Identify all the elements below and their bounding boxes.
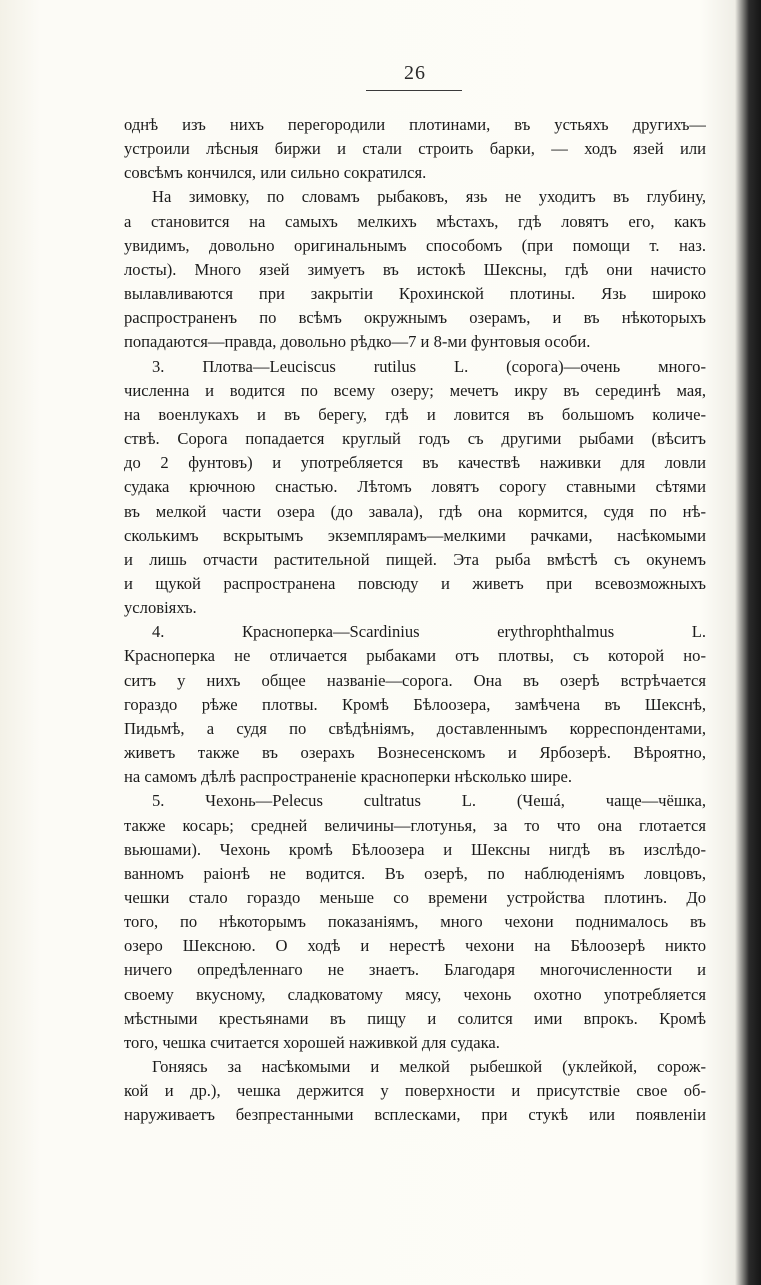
text-line: также косарь; средней величины—глотунья, за то что она глотается [124,815,706,835]
text-line: однѣ изъ нихъ перегородили плотинами, въ устьяхъ другихъ— [124,115,706,134]
text-line: а становится на самыхъ мелкихъ мѣстахъ, гдѣ ловятъ его, какъ [124,211,706,231]
text-line: численна и водится по всему озеру; мечетъ икру въ серединѣ мая, [124,380,706,400]
text-line: ванномъ раіонѣ не водится. Въ озерѣ, по наблюденіямъ ловцовъ, [124,863,706,883]
text-line: ситъ у нихъ общее названіе—сорога. Она въ озерѣ встрѣчается [124,670,706,690]
body-text [124,113,706,1128]
text-line: того, чешка считается хорошей наживкой для судака. [124,1032,500,1052]
text-line: наруживаетъ безпрестанными всплесками, при стукѣ или появленіи [124,1105,706,1125]
text-line: чешки стало гораздо меньше со времени устройства плотинъ. До [124,888,706,907]
text-line: озеро Шексною. О ходѣ и нерестѣ чехони на Бѣлоозерѣ никто [124,936,706,956]
text-line: и щукой распространена повсюду и живетъ при всевозможныхъ [124,573,706,593]
text-line: 3. Плотва—Leuciscus rutilus L. (сорога)—очень много- [152,356,706,376]
text-line: кой и др.), чешка держится у поверхности и присутствіе свое об- [124,1081,706,1101]
text-line: Красноперка не отличается рыбаками отъ плотвы, съ которой но- [124,646,706,666]
text-line: ничего опредѣленнаго не знаетъ. Благодаря многочисленности и [124,960,706,980]
text-line: совсѣмъ кончился, или сильно сократился. [124,163,427,183]
text-line: гораздо рѣже плотвы. Кромѣ Бѣлоозера, замѣчена въ Шекснѣ, [124,694,706,714]
text-line: 4. Красноперка—Scardinius erythrophthalmus L. [152,622,706,642]
text-line: увидимъ, довольно оригинальнымъ способомъ (при помощи т. наз. [124,235,706,255]
text-line: 5. Чехонь—Pelecus cultratus L. (Чешá, чаще—чёшка, [152,791,706,811]
header-rule [366,90,462,91]
text-line: ствѣ. Сорога попадается круглый годъ съ другими рыбами (вѣситъ [124,429,706,449]
text-line: и лишь отчасти растительной пищей. Эта рыба вмѣстѣ съ окунемъ [124,549,706,569]
page-number: 26 [404,62,426,84]
text-line: вылавливаются при закрытіи Крохинской плотины. Язь широко [124,284,706,304]
text-line: до 2 фунтовъ) и употребляется въ качествѣ наживки для ловли [124,453,706,473]
text-line: на военлукахъ и въ берегу, гдѣ и ловится въ большомъ количе- [124,404,706,424]
text-line: того, по нѣкоторымъ показаніямъ, много чехони поднималось въ [124,912,706,932]
text-line: условіяхъ. [124,598,197,618]
text-line: своему вкусному, сладковатому мясу, чехонь охотно употребляется [124,984,706,1004]
text-line: распространенъ по всѣмъ окружнымъ озерамъ, и въ нѣкоторыхъ [124,308,706,328]
text-line: Гоняясь за насѣкомыми и мелкой рыбешкой (уклейкой, сорож- [152,1057,706,1077]
text-line: судака крючною снастью. Лѣтомъ ловятъ сорогу ставными сѣтями [124,477,706,497]
text-line: На зимовку, по словамъ рыбаковъ, язь не уходитъ въ глубину, [152,187,706,207]
text-line: вьюшами). Чехонь кромѣ Бѣлоозера и Шексны нигдѣ въ изслѣдо- [124,839,706,859]
text-line: на самомъ дѣлѣ распространеніе красноперки нѣсколько шире. [124,767,573,787]
text-line: сколькимъ вскрытымъ экземплярамъ—мелкими рачками, насѣкомыми [124,525,706,545]
text-line: въ мелкой части озера (до завала), гдѣ она кормится, судя по нѣ- [124,501,706,521]
text-line: мѣстными крестьянами въ пищу и солится ими впрокъ. Кромѣ [124,1008,706,1028]
text-line: устроили лѣсныя биржи и стали строить барки, — ходъ язей или [124,139,706,159]
text-line: попадаются—правда, довольно рѣдко—7 и 8-ми фунтовыя особи. [124,332,591,352]
text-line: лосты). Много язей зимуетъ въ истокѣ Шексны, гдѣ они начисто [124,259,706,279]
text-line: живетъ также въ озерахъ Вознесенскомъ и Ярбозерѣ. Вѣроятно, [124,743,706,763]
text-line: Пидьмѣ, а судя по свѣдѣніямъ, доставленнымъ корреспондентами, [124,718,706,738]
